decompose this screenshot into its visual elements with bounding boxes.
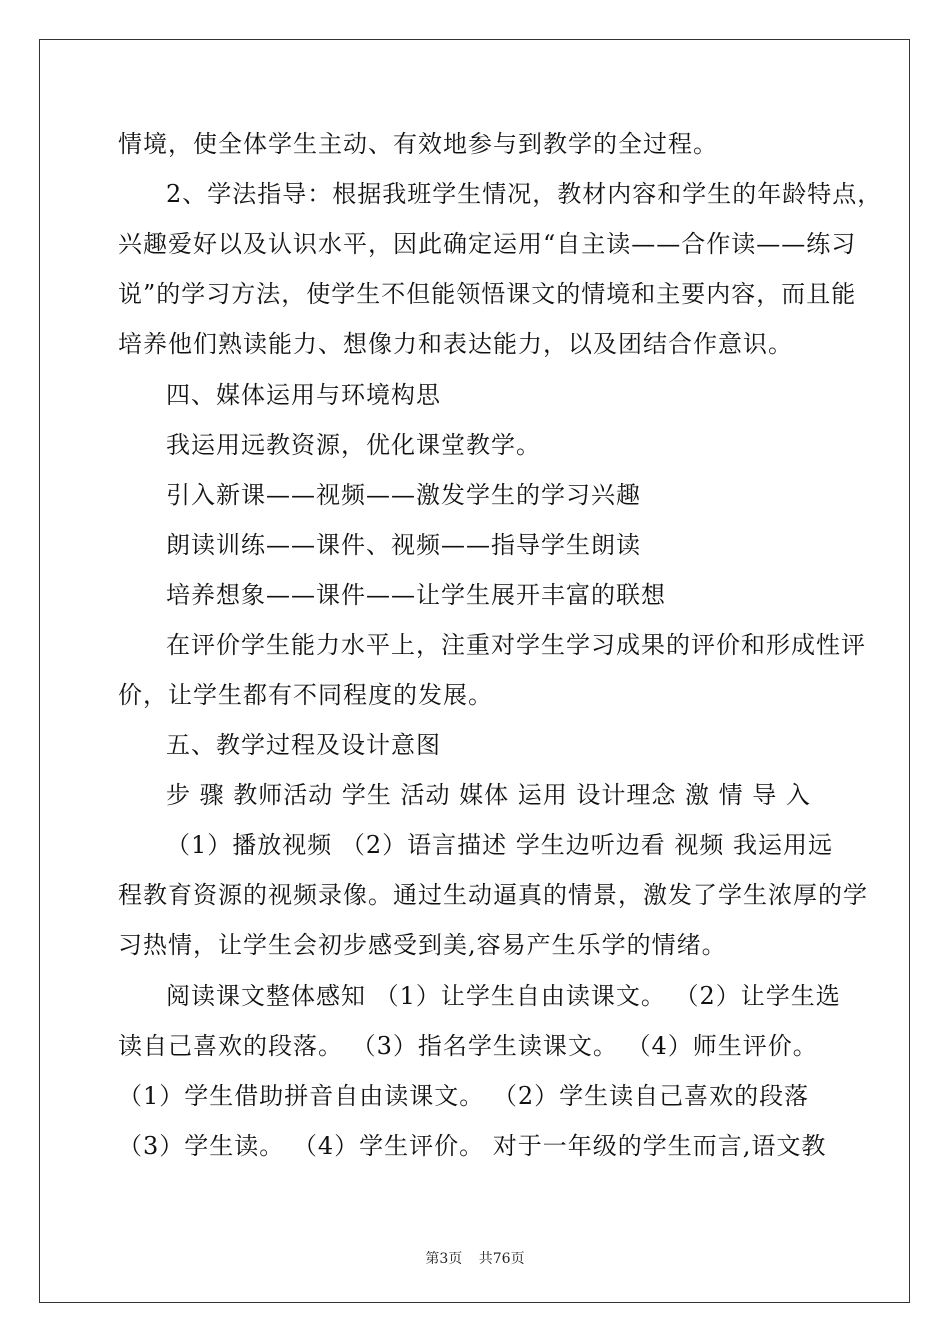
text-line: 程教育资源的视频录像。通过生动逼真的情景，激发了学生浓厚的学 — [118, 881, 868, 909]
page-number: 第3页 — [425, 1251, 463, 1267]
text-line: （1）学生借助拼音自由读课文。 （2）学生读自己喜欢的段落 — [118, 1082, 810, 1110]
text-line: 2、学法指导：根据我班学生情况，教材内容和学生的年龄特点， — [166, 180, 883, 208]
text-line: 我运用远教资源，优化课堂教学。 — [166, 431, 541, 459]
text-line: （3）学生读。 （4）学生评价。 对于一年级的学生而言,语文教 — [118, 1132, 827, 1160]
text-line: 在评价学生能力水平上，注重对学生学习成果的评价和形成性评 — [166, 631, 866, 659]
text-line: 步 骤 教师活动 学生 活动 媒体 运用 设计理念 激 情 导 入 — [166, 781, 811, 809]
text-line: 习热情，让学生会初步感受到美,容易产生乐学的情绪。 — [118, 931, 727, 959]
text-line: 兴趣爱好以及认识水平，因此确定运用“自主读——合作读——练习 — [118, 230, 857, 258]
page-footer — [0, 1248, 950, 1268]
text-line: 培养他们熟读能力、想像力和表达能力，以及团结合作意识。 — [118, 330, 793, 358]
section-heading: 四、媒体运用与环境构思 — [166, 381, 441, 409]
text-line: 读自己喜欢的段落。 （3）指名学生读课文。 （4）师生评价。 — [118, 1032, 818, 1060]
page-total: 共76页 — [478, 1251, 525, 1267]
text-line: 培养想象——课件——让学生展开丰富的联想 — [166, 581, 666, 609]
text-line: 情境，使全体学生主动、有效地参与到教学的全过程。 — [118, 130, 718, 158]
text-line: 价，让学生都有不同程度的发展。 — [118, 681, 493, 709]
text-line: 说”的学习方法，使学生不但能领悟课文的情境和主要内容，而且能 — [118, 280, 857, 308]
section-heading: 五、教学过程及设计意图 — [166, 731, 441, 759]
text-line: 引入新课——视频——激发学生的学习兴趣 — [166, 481, 641, 509]
text-line: （1）播放视频 （2）语言描述 学生边听边看 视频 我运用远 — [166, 831, 834, 859]
text-line: 阅读课文整体感知 （1）让学生自由读课文。 （2）让学生选 — [166, 982, 841, 1010]
text-line: 朗读训练——课件、视频——指导学生朗读 — [166, 531, 641, 559]
